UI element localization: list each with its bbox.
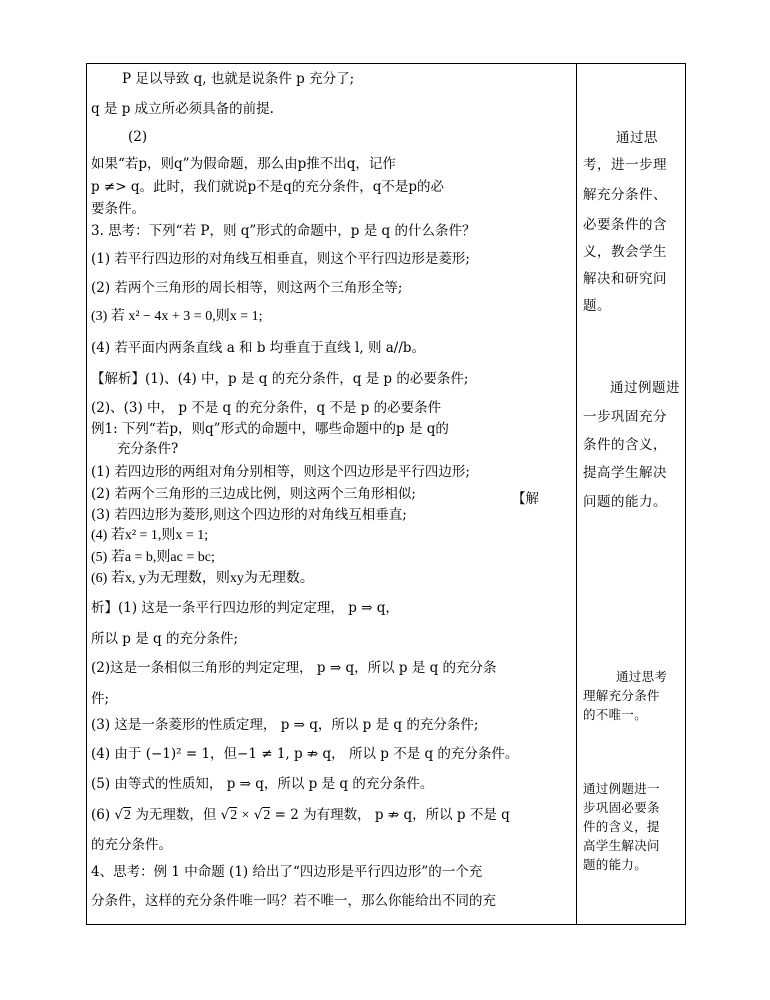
text-fragment: 【解 <box>512 491 539 507</box>
text-line: 充分条件? <box>117 441 179 457</box>
math-line: (6) 若x, y为无理数，则xy为无理数。 <box>91 571 314 586</box>
note-line: 步巩固必要条 <box>583 800 660 815</box>
text-line: (2) 若两个三角形的周长相等，则这两个三角形全等; <box>91 280 403 296</box>
note-line: 件的含义，提 <box>583 819 660 834</box>
sqrt-sign: √ <box>220 807 230 823</box>
text-line: (2)这是一条相似三角形的判定定理， p ⇒ q，所以 p 是 q 的充分条 <box>91 660 497 676</box>
text-line: (1) 若平行四边形的对角线互相垂直，则这个平行四边形是菱形; <box>91 251 470 267</box>
math-line: (4) 若x² = 1,则x = 1; <box>91 528 209 543</box>
note-line: 考，进一步理 <box>583 157 667 173</box>
text-line: 要条件。 <box>91 201 145 217</box>
text-line: 所以 p 是 q 的充分条件; <box>91 631 238 647</box>
note-line: 通过思 <box>616 130 658 146</box>
text-line: 分条件，这样的充分条件唯一吗？若不唯一，那么你能给出不同的充 <box>91 893 496 909</box>
note-line: 通过例题进 <box>610 380 680 396</box>
note-line: 通过例题进一 <box>583 781 660 796</box>
note-line: 题的能力。 <box>583 857 648 872</box>
text-line: q 是 p 成立所必须具备的前提. <box>91 101 274 117</box>
text-fragment: (6) <box>91 807 111 823</box>
text-line: 【解析】(1)、(4) 中，p 是 q 的充分条件，q 是 p 的必要条件; <box>91 371 469 387</box>
note-line: 义，教会学生 <box>583 244 667 260</box>
note-line: 一步巩固充分 <box>583 409 667 425</box>
note-line: 理解充分条件 <box>583 688 660 703</box>
text-line: (4) 由于 (−1)² = 1，但−1 ≠ 1, p ⇏ q， 所以 p 不是 q 的充分条件。 <box>91 746 519 762</box>
text-line: 的充分条件。 <box>91 837 172 853</box>
sqrt-sign: √ <box>114 807 124 823</box>
text-line: 析】(1) 这是一条平行四边形的判定定理， p ⇒ q， <box>91 600 399 616</box>
text-line: (2) 若两个三角形的三边成比例，则这两个三角形相似; <box>91 486 416 502</box>
text-line <box>91 806 510 825</box>
note-line: 题。 <box>583 298 611 314</box>
math-line: (5) 若a = b,则ac = bc; <box>91 550 215 565</box>
note-line: 提高学生解决 <box>583 465 667 481</box>
sqrt-radicand: 2 <box>124 808 132 823</box>
note-line: 问题的能力。 <box>583 494 667 510</box>
text-line: (4) 若平面内两条直线 a 和 b 均垂直于直线 l, 则 a//b。 <box>91 340 426 356</box>
text-line: (2)、(3) 中， p 不是 q 的充分条件，q 不是 p 的必要条件 <box>91 400 442 416</box>
text-line: (5) 由等式的性质知， p ⇒ q，所以 p 是 q 的充分条件。 <box>91 776 434 792</box>
note-line: 通过思考 <box>616 669 668 684</box>
text-line: (1) 若四边形的两组对角分别相等，则这个四边形是平行四边形; <box>91 464 470 480</box>
sqrt-radicand: 2 <box>263 808 271 823</box>
note-line: 的不唯一。 <box>583 707 648 722</box>
sqrt-radicand: 2 <box>230 808 238 823</box>
text-line: 如果“若p，则q”为假命题，那么由p推不出q，记作 <box>91 156 396 172</box>
times-sign: × <box>241 808 250 823</box>
text-line: (3) 这是一条菱形的性质定理， p ⇒ q，所以 p 是 q 的充分条件; <box>91 717 479 733</box>
text-fragment: 为无理数，但 <box>135 807 217 823</box>
text-line: P 足以导致 q, 也就是说条件 p 充分了; <box>122 71 355 87</box>
text-line: p ≠> q。此时，我们就说p不是q的充分条件，q不是p的必 <box>91 179 445 195</box>
note-line: 必要条件的含 <box>583 217 667 233</box>
text-line: 件; <box>91 691 110 707</box>
text-line: 4、思考：例 1 中命题 (1) 给出了“四边形是平行四边形”的一个充 <box>91 864 483 880</box>
note-line: 解决和研究问 <box>583 271 667 287</box>
text-fragment: = 2 为有理数， p ⇏ q，所以 p 不是 q <box>274 807 510 823</box>
note-line: 高学生解决问 <box>583 838 660 853</box>
column-divider <box>576 63 577 925</box>
note-line: 解充分条件、 <box>583 187 667 203</box>
text-line: (2) <box>128 129 148 145</box>
sqrt-sign: √ <box>253 807 263 823</box>
math-line: (3) 若 x² − 4x + 3 = 0,则x = 1; <box>91 309 263 324</box>
example-heading: 例1: 下列“若p，则q”形式的命题中，哪些命题中的p 是 q的 <box>91 421 449 437</box>
text-line: (3) 若四边形为菱形,则这个四边形的对角线互相垂直; <box>91 507 407 523</box>
text-line: 3. 思考：下列“若 P，则 q”形式的命题中，p 是 q 的什么条件？ <box>91 223 476 239</box>
note-line: 条件的含义， <box>583 437 667 453</box>
